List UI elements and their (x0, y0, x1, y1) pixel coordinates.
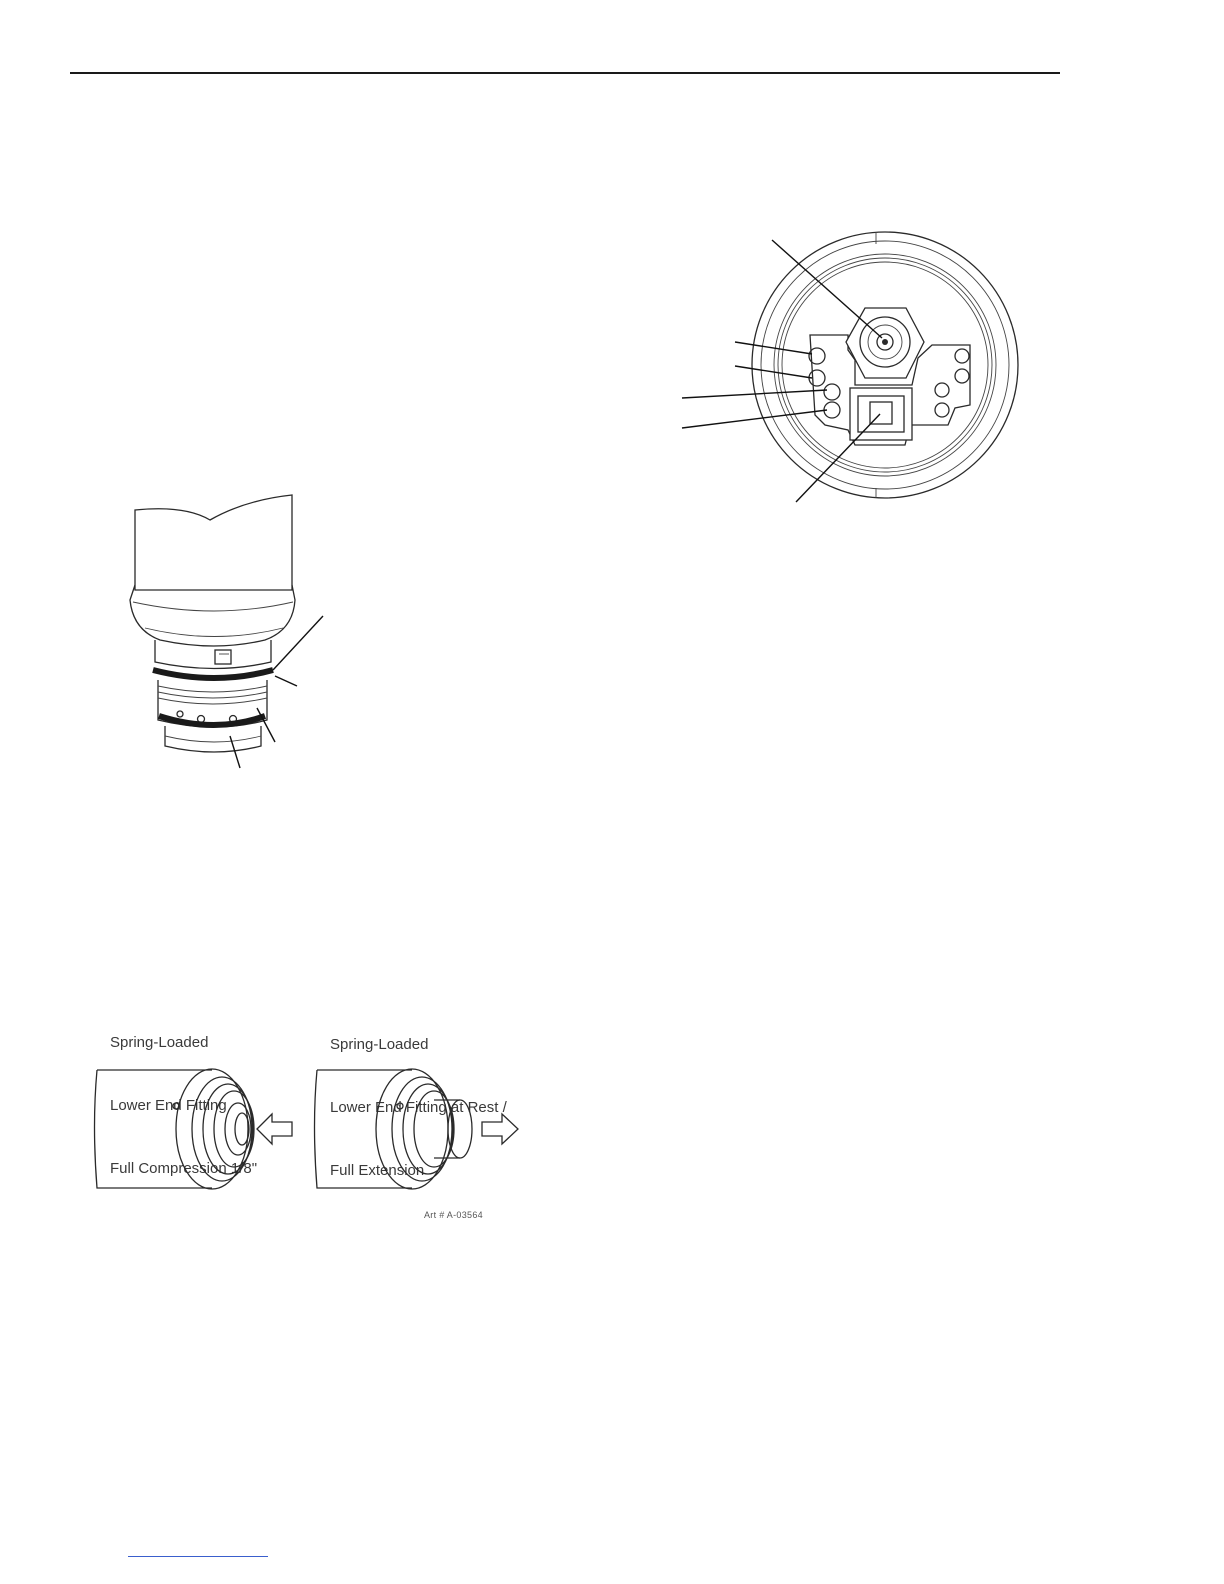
arrow-in-icon (257, 1114, 292, 1144)
header-rule (70, 72, 1060, 74)
art-number: Art # A-03564 (424, 1210, 483, 1220)
fitting-compressed-drawing (92, 1060, 302, 1190)
fitting-extended-drawing (312, 1060, 527, 1190)
pin-hole (955, 349, 969, 363)
pin-hole (824, 384, 840, 400)
pin-hole (935, 403, 949, 417)
torch-head-side-view (125, 490, 335, 770)
torch-handle (135, 495, 292, 590)
arrow-out-icon (482, 1114, 518, 1144)
torch-head-end-view (680, 230, 1040, 510)
label-line: Spring-Loaded (110, 1034, 209, 1051)
pin-hole (935, 383, 949, 397)
pin-hole (955, 369, 969, 383)
label-line: Lower End Fitting (110, 1097, 227, 1114)
label-line: Full Extension (330, 1162, 425, 1179)
o-ring-upper (153, 670, 273, 678)
label-line: Lower End Fitting at Rest / (330, 1099, 507, 1116)
label-line: Full Compression 1/8" (110, 1160, 258, 1177)
label-line: Spring-Loaded (330, 1036, 429, 1053)
footer-link-underline[interactable] (128, 1556, 268, 1557)
